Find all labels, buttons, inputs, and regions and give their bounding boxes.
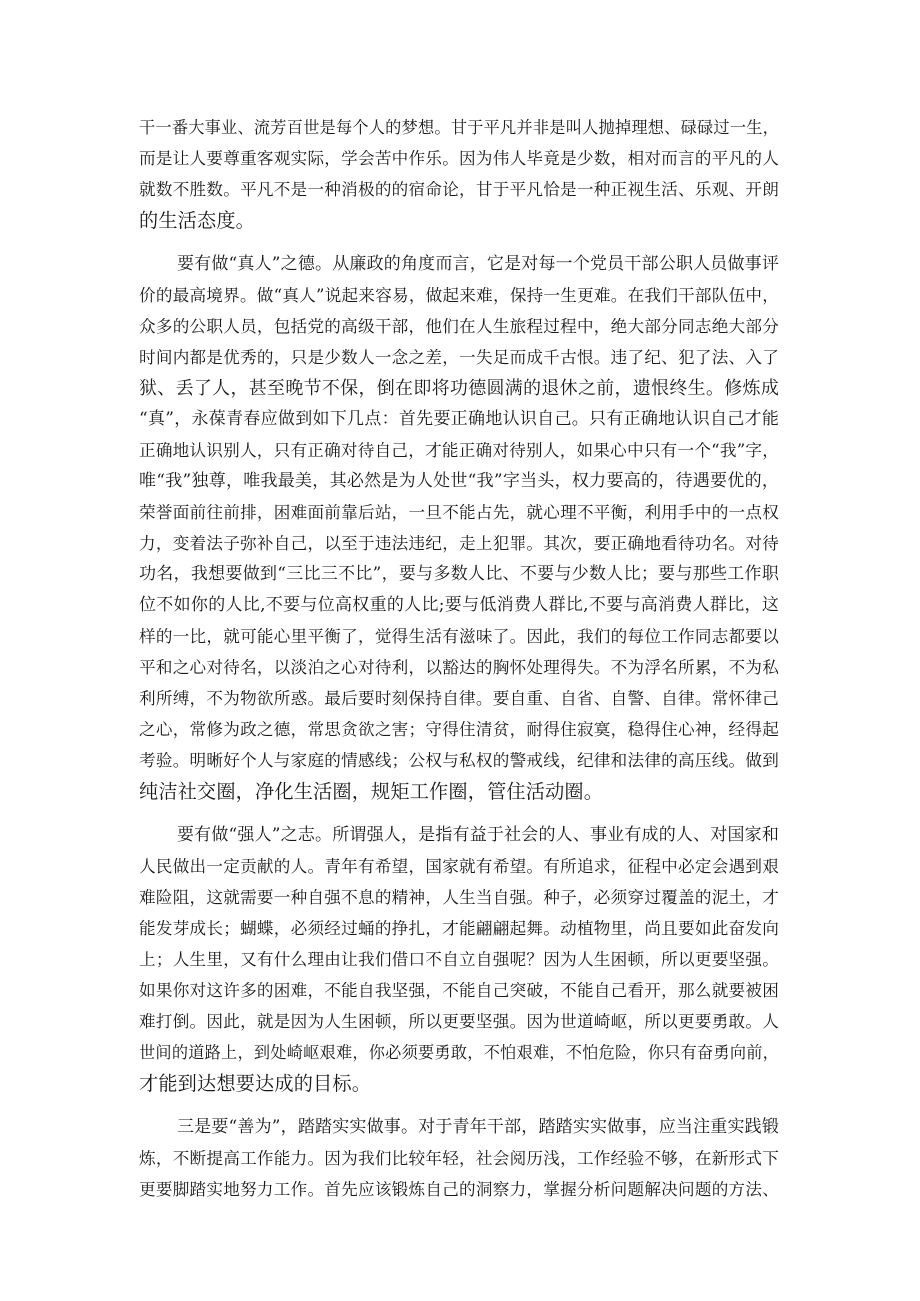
text-line: 价的最高境界。做“真人”说起来容易，做起来难，保持一生更难。在我们干部队伍中， <box>139 286 779 305</box>
text-line: 难打倒。因此，就是因为人生困顿，所以更要坚强。因为世道崎岖，所以更要勇敢。人 <box>139 1012 779 1031</box>
text-line: 能发芽成长；蝴蝶，必须经过蛹的挣扎，才能翩翩起舞。动植物里，尚且要如此奋发向 <box>139 919 779 938</box>
text-line: 时间内都是优秀的，只是少数人一念之差，一失足而成千古恨。违了纪、犯了法、入了 <box>139 348 779 367</box>
text-line: 狱、丢了人，甚至晚节不保，倒在即将功德圆满的退休之前，遗恨终生。修炼成 <box>139 378 779 399</box>
text-line: 功名，我想要做到“三比三不比”，要与多数人比、不要与少数人比；要与那些工作职 <box>139 564 779 584</box>
text-line: 就数不胜数。平凡不是一种消极的的宿命论，甘于平凡恰是一种正视生活、乐观、开朗 <box>139 180 779 199</box>
paragraph <box>139 1112 779 1205</box>
paragraph <box>139 112 779 236</box>
text-line: “真”，永葆青春应做到如下几点：首先要正确地认识自己。只有正确地认识自己才能 <box>139 409 779 429</box>
paragraph <box>139 249 779 807</box>
text-line: 更要脚踏实地努力工作。首先应该锻炼自己的洞察力，掌握分析问题解决问题的方法、 <box>139 1180 779 1199</box>
text-line: 考验。明晰好个人与家庭的情感线；公权与私权的警戒线，纪律和法律的高压线。做到 <box>139 751 779 770</box>
text-line: 位不如你的人比,不要与位高权重的人比;要与低消费人群比,不要与高消费人群比，这 <box>139 595 779 615</box>
text-line: 炼，不断提高工作能力。因为我们比较年轻，社会阅历浅，工作经验不够，在新形式下 <box>139 1149 779 1168</box>
text-line: 才能到达想要达成的目标。 <box>139 1072 372 1095</box>
text-line: 唯“我”独尊，唯我最美，其必然是为人处世“我”字当头，权力要高的，待遇要优的， <box>139 471 779 491</box>
text-line: 世间的道路上，到处崎岖艰难，你必须要勇敢，不怕艰难，不怕危险，你只有奋勇向前， <box>139 1043 779 1062</box>
text-line: 利所缚，不为物欲所惑。最后要时刻保持自律。要自重、自省、自警、自律。常怀律己 <box>139 689 779 708</box>
document-body <box>139 112 779 1218</box>
text-line: 如果你对这许多的困难，不能自我坚强，不能自己突破，不能自己看开，那么就要被困 <box>139 981 779 1000</box>
text-line: 荣誉面前往前排，困难面前靠后站，一旦不能占先，就心理不平衡，利用手中的一点权 <box>139 503 779 522</box>
text-line: 难险阻，这就需要一种自强不息的精神，人生当自强。种子，必须穿过覆盖的泥土，才 <box>139 888 779 907</box>
text-line: 的生活态度。 <box>139 209 256 232</box>
text-line: 纯洁社交圈，净化生活圈，规矩工作圈，管住活动圈。 <box>139 780 604 803</box>
text-line: 平和之心对待名，以淡泊之心对待利，以豁达的胸怀处理得失。不为浮名所累，不为私 <box>139 658 779 677</box>
text-line: 正确地认识别人，只有正确对待自己，才能正确对待别人，如果心中只有一个“我”字， <box>139 441 779 460</box>
text-line: 众多的公职人员，包括党的高级干部，他们在人生旅程过程中，绝大部分同志绝大部分 <box>139 317 779 336</box>
paragraph <box>139 820 779 1099</box>
text-line: 力，变着法子弥补自己，以至于违法违纪，走上犯罪。其次，要正确地看待功名。对待 <box>139 534 779 553</box>
text-line: 要有做“真人”之德。从廉政的角度而言，它是对每一个党员干部公职人员做事评 <box>177 254 779 274</box>
text-line: 而是让人要尊重客观实际，学会苦中作乐。因为伟人毕竟是少数，相对而言的平凡的人 <box>139 149 779 168</box>
text-line: 人民做出一定贡献的人。青年有希望，国家就有希望。有所追求，征程中必定会遇到艰 <box>139 857 779 876</box>
text-line: 样的一比，就可能心里平衡了，觉得生活有滋味了。因此，我们的每位工作同志都要以 <box>139 627 779 646</box>
text-line: 要有做“强人”之志。所谓强人，是指有益于社会的人、事业有成的人、对国家和 <box>177 825 779 845</box>
text-line: 之心，常修为政之德，常思贪欲之害；守得住清贫，耐得住寂寞，稳得住心神，经得起 <box>139 720 779 739</box>
text-line: 上；人生里，又有什么理由让我们借口不自立自强呢？因为人生困顿，所以更要坚强。 <box>139 950 779 969</box>
text-line: 三是要“善为”，踏踏实实做事。对于青年干部，踏踏实实做事，应当注重实践锻 <box>177 1117 779 1137</box>
text-line: 干一番大事业、流芳百世是每个人的梦想。甘于平凡并非是叫人抛掉理想、碌碌过一生， <box>139 118 779 137</box>
